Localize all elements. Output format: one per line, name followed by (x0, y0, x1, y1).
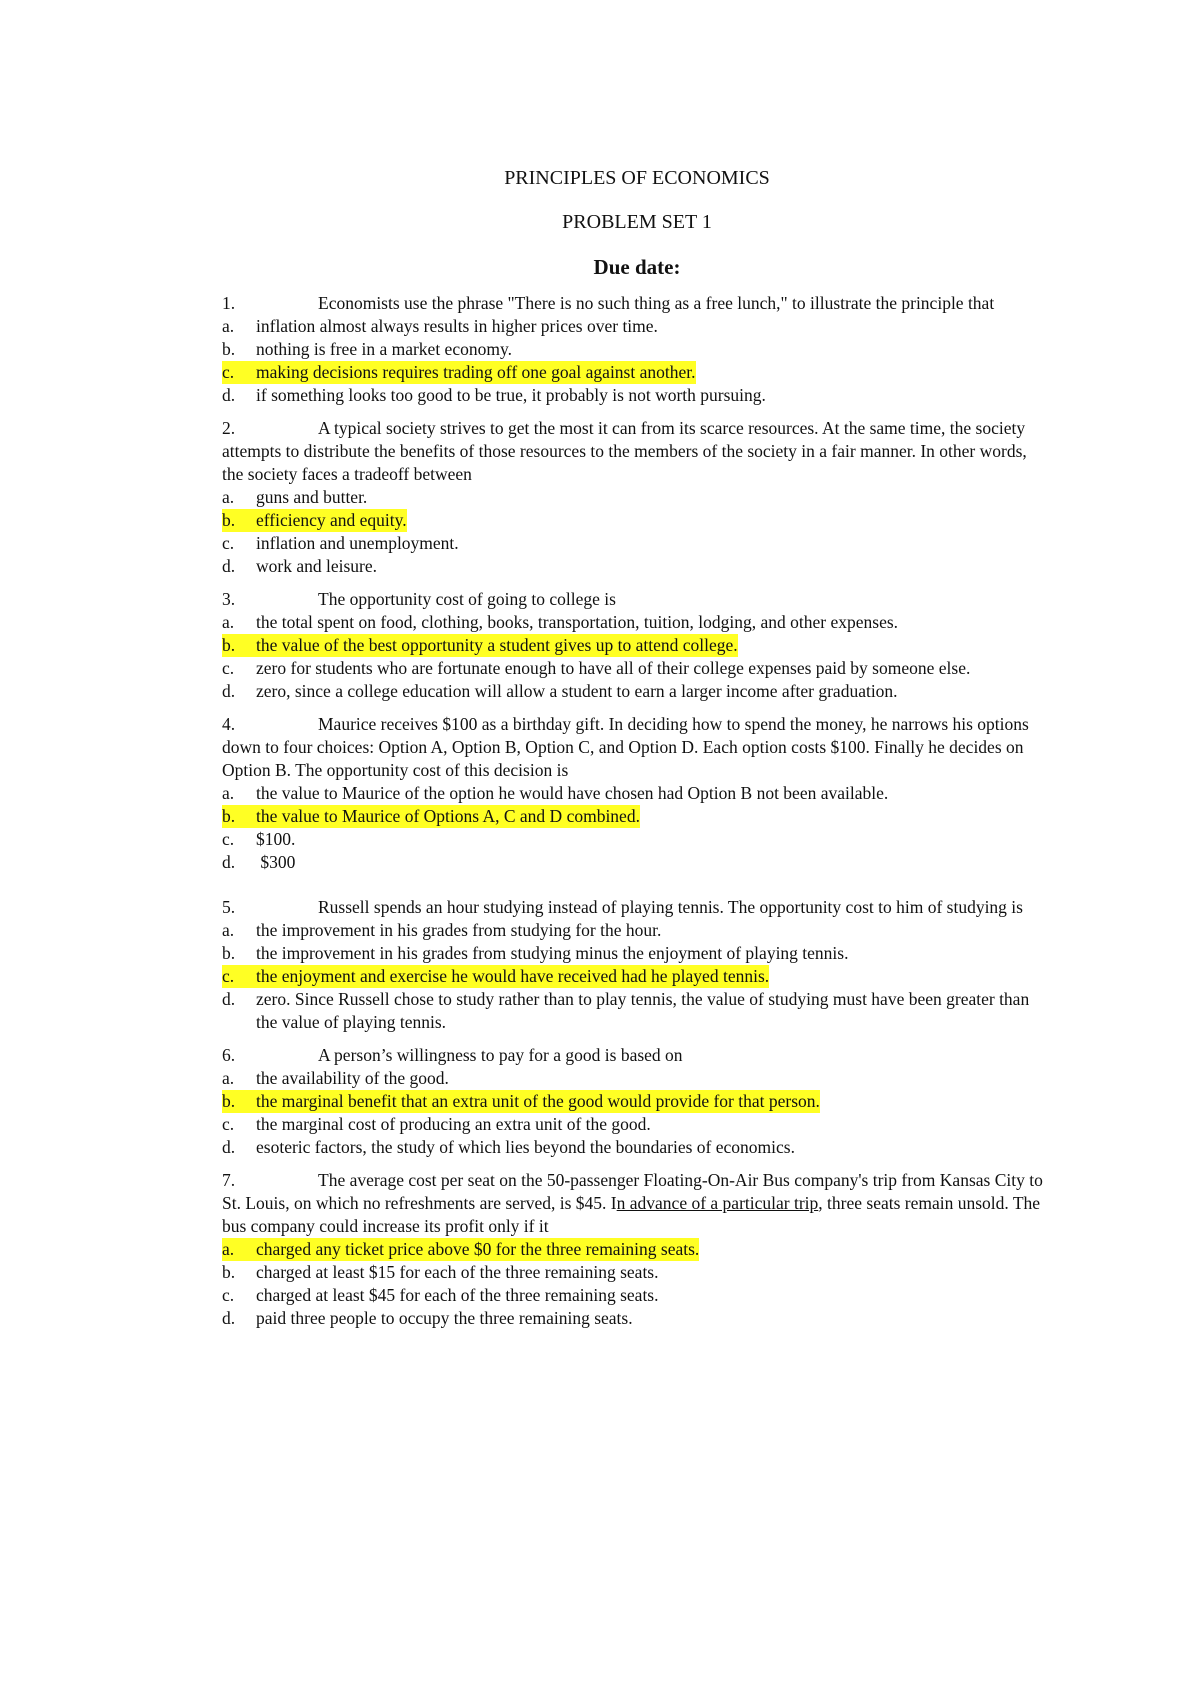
highlighted-answer: a. charged any ticket price above $0 for the three remaining seats. (222, 1239, 700, 1259)
due-date-label: Due date: (593, 255, 681, 279)
option-d: d. $300 (222, 852, 296, 872)
option-b: b. the improvement in his grades from studying minus the enjoyment of playing tennis. (222, 943, 849, 963)
option-c-highlighted (222, 361, 1052, 384)
question-5 (222, 896, 1052, 1034)
question-number: 6. (222, 1045, 236, 1065)
option-d: d. zero. Since Russell chose to study rather than to play tennis, the value of studying must have been greater than the value of playing tennis. (222, 989, 1030, 1032)
option-b: b. charged at least $15 for each of the three remaining seats. (222, 1262, 659, 1282)
highlighted-answer: c. making decisions requires trading off one goal against another. (222, 362, 696, 382)
question-stem: The average cost per seat on the 50-passenger Floating-On-Air Bus company's trip from Kansas City to St. Louis, on which no refreshments are served, is $45. I (222, 1170, 1043, 1213)
question-6-text (222, 1044, 1052, 1067)
option-c: c. zero for students who are fortunate enough to have all of their college expenses paid by someone else. (222, 658, 971, 678)
question-3 (222, 588, 1052, 703)
option-b-highlighted (222, 509, 1052, 532)
question-7 (222, 1169, 1052, 1330)
question-2 (222, 417, 1052, 578)
question-stem-end: , three seats remain unsold. The bus company could increase its profit only if it (222, 1193, 1041, 1236)
problem-set-title: PROBLEM SET 1 (562, 211, 712, 233)
option-a: a. guns and butter. (222, 487, 368, 507)
option-b-highlighted (222, 805, 1052, 828)
underlined-phrase: n advance of a particular trip (616, 1193, 819, 1213)
question-4-text (222, 713, 1052, 782)
option-d: d. esoteric factors, the study of which lies beyond the boundaries of economics. (222, 1137, 795, 1157)
option-c: c. charged at least $45 for each of the three remaining seats. (222, 1285, 659, 1305)
question-number: 3. (222, 589, 236, 609)
question-number: 4. (222, 714, 236, 734)
option-c: c. inflation and unemployment. (222, 533, 459, 553)
option-a: a. the value to Maurice of the option he would have chosen had Option B not been available. (222, 783, 889, 803)
option-b-highlighted (222, 634, 1052, 657)
question-stem: Economists use the phrase "There is no such thing as a free lunch," to illustrate the principle that (318, 293, 995, 313)
question-2-text (222, 417, 1052, 486)
question-stem: Maurice receives $100 as a birthday gift. In deciding how to spend the money, he narrows his options down to four choices: Option A, Option B, Option C, and Option D. Each option costs $100. Finally he decides on Option B. The opportunity cost of this decision is (222, 714, 1029, 780)
question-stem: A typical society strives to get the most it can from its scarce resources. At the same time, the society attempts to distribute the benefits of those resources to the members of the society in a fair manner. In other words, the society faces a tradeoff between (222, 418, 1027, 484)
highlighted-answer: c. the enjoyment and exercise he would have received had he played tennis. (222, 966, 770, 986)
option-a: a. the total spent on food, clothing, books, transportation, tuition, lodging, and other expenses. (222, 612, 899, 632)
option-c: c. the marginal cost of producing an extra unit of the good. (222, 1114, 651, 1134)
question-number: 7. (222, 1170, 236, 1190)
question-7-text (222, 1169, 1052, 1238)
question-1-text (222, 292, 1052, 315)
option-d: d. work and leisure. (222, 556, 378, 576)
question-stem: The opportunity cost of going to college is (318, 589, 616, 609)
option-a-highlighted (222, 1238, 1052, 1261)
question-1 (222, 292, 1052, 407)
highlighted-answer: b. the marginal benefit that an extra unit of the good would provide for that person. (222, 1091, 820, 1111)
option-c: c. $100. (222, 829, 296, 849)
question-stem: Russell spends an hour studying instead of playing tennis. The opportunity cost to him of studying is (318, 897, 1023, 917)
question-number: 5. (222, 897, 236, 917)
question-number: 1. (222, 293, 236, 313)
option-d: d. zero, since a college education will allow a student to earn a larger income after graduation. (222, 681, 898, 701)
question-3-text (222, 588, 1052, 611)
option-a: a. the improvement in his grades from studying for the hour. (222, 920, 662, 940)
course-title: PRINCIPLES OF ECONOMICS (504, 167, 770, 189)
option-d: d. if something looks too good to be true, it probably is not worth pursuing. (222, 385, 766, 405)
option-c-highlighted (222, 965, 1052, 988)
question-6 (222, 1044, 1052, 1159)
question-stem: A person’s willingness to pay for a good is based on (318, 1045, 683, 1065)
highlighted-answer: b. the value of the best opportunity a student gives up to attend college. (222, 635, 738, 655)
question-number: 2. (222, 418, 236, 438)
option-a: a. the availability of the good. (222, 1068, 449, 1088)
option-b: b. nothing is free in a market economy. (222, 339, 512, 359)
option-d: d. paid three people to occupy the three remaining seats. (222, 1308, 633, 1328)
question-4 (222, 713, 1052, 874)
option-b-highlighted (222, 1090, 1052, 1113)
highlighted-answer: b. efficiency and equity. (222, 510, 407, 530)
option-a: a. inflation almost always results in higher prices over time. (222, 316, 658, 336)
highlighted-answer: b. the value to Maurice of Options A, C and D combined. (222, 806, 640, 826)
document-content (222, 166, 1052, 1340)
question-5-text (222, 896, 1052, 919)
